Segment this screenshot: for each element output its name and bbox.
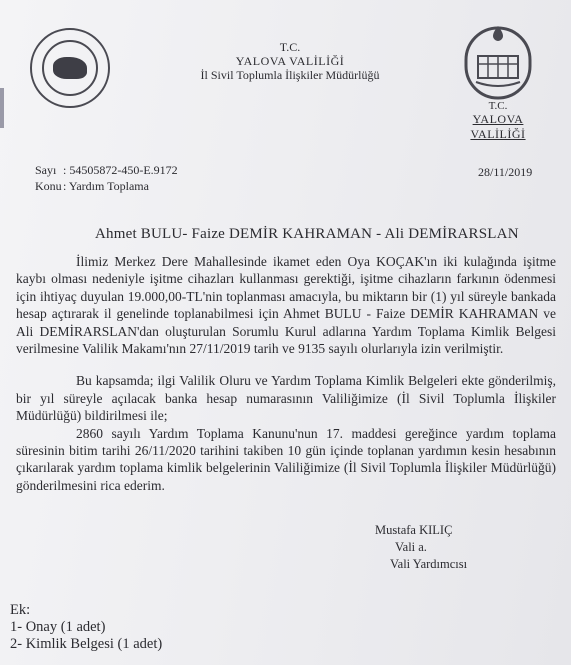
annex-item: 2- Kimlik Belgesi (1 adet)	[10, 636, 163, 652]
header-tc: T.C.	[279, 40, 301, 54]
seal-inner-ring	[42, 40, 98, 96]
header-governorship: YALOVA VALİLİĞİ	[235, 54, 345, 68]
signature-block	[375, 522, 467, 573]
body-paragraph-3: 2860 sayılı Yardım Toplama Kanunu'nun 17. maddesi gereğince yardım toplama süresinin bitim tarihi 26/11/2020 tarihini takiben 10 gün içinde toplanan yardımın kesin hesabının çıkarılarak yardım toplama kimlik belgelerinin Valiliğimize (İl Sivil Toplumla İlişkiler Müdürlüğü) gönderilmesini rica ederim.	[16, 425, 556, 493]
signer-title-1: Vali a.	[395, 540, 427, 554]
signer-title-2: Vali Yardımcısı	[390, 557, 468, 571]
header-directorate: İl Sivil Toplumla İlişkiler Müdürlüğü	[200, 68, 380, 82]
logo-emblem	[448, 20, 548, 104]
page-edge-marker	[0, 88, 4, 128]
signer-name: Mustafa KILIÇ	[375, 523, 453, 537]
letter-date: 28/11/2019	[478, 165, 533, 179]
letter-meta	[35, 162, 178, 194]
konu-label: Konu	[35, 179, 62, 193]
letter-header	[140, 40, 440, 82]
sayi-value: : 54505872-450-E.9172	[63, 163, 178, 177]
annex-block	[10, 602, 162, 653]
annex-label: Ek:	[10, 602, 31, 618]
yalova-governorship-logo-icon	[448, 20, 548, 141]
turkish-republic-seal-icon	[30, 28, 110, 108]
body-paragraph-2: Bu kapsamda; ilgi Valilik Oluru ve Yardım Toplama Kimlik Belgeleri ekte gönderilmiş, bir yıl süreyle açılacak banka hesap numarasının Valiliğimize (İl Sivil Toplumla İlişkiler Müdürlüğü) bildirilmesi ile;	[16, 373, 556, 424]
konu-row	[35, 178, 178, 194]
letter-body	[16, 253, 556, 509]
logo-city-text: YALOVA VALİLİĞİ	[470, 112, 526, 141]
seal-crest	[53, 57, 87, 79]
sayi-label: Sayı	[35, 163, 57, 177]
logo-tc-text: T.C.	[488, 100, 508, 112]
body-paragraph-1: İlimiz Merkez Dere Mahallesinde ikamet eden Oya KOÇAK'ın iki kulağında işitme kaybı olması nedeniyle işitme cihazları kullanması gerektiği, işitme cihazların farkının ödenmesi için ihtiyaç duyulan 19.000,00-TL'nin toplanması amacıyla, bu miktarın bir (1) yıl süreyle bankada hesap açtırarak il genelinde toplanabilmesi için Ahmet BULU - Faize DEMİR KAHRAMAN ve Ali DEMİRARSLAN'dan oluşturulan Sorumlu Kurul adlarına Yardım Toplama Kimlik Belgesi verilmesine Valilik Makamı'nın 27/11/2019 tarih ve 9135 sayılı olurlarıyla izin verilmiştir.	[16, 254, 556, 357]
recipient-line: Ahmet BULU- Faize DEMİR KAHRAMAN - Ali DEMİRARSLAN	[95, 226, 519, 242]
sayi-row	[35, 162, 178, 178]
annex-item: 1- Onay (1 adet)	[10, 619, 106, 635]
konu-value: : Yardım Toplama	[63, 179, 149, 193]
